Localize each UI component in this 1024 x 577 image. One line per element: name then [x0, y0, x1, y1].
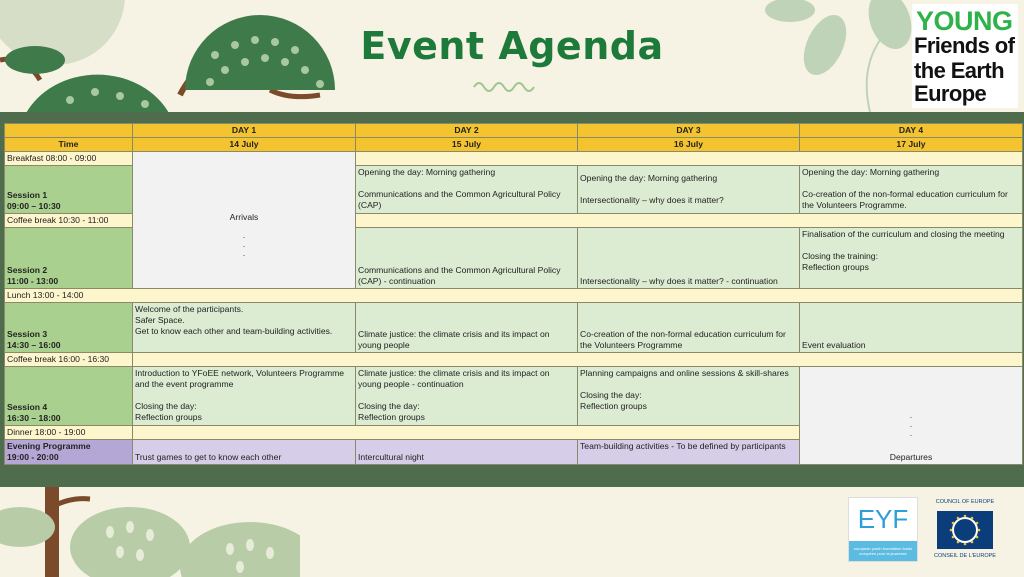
day2-session2: Communications and the Common Agricultural Policy (CAP) - continuation	[356, 228, 578, 289]
time-header-top	[5, 124, 133, 138]
time-header: Time	[5, 138, 133, 152]
day-header: DAY 1	[133, 124, 356, 138]
eyf-logo-subtitle: european youth foundation fonds européen pour la jeunesse	[853, 546, 913, 556]
day3-session4: Planning campaigns and online sessions & skill-shares Closing the day: Reflection groups	[578, 367, 800, 426]
day4-session1: Opening the day: Morning gathering Co-creation of the non-formal education curriculum for the Volunteers Programme.	[800, 166, 1023, 214]
break-coffee-2: Coffee break 16:00 - 16:30	[5, 353, 133, 367]
council-of-europe-logo	[933, 499, 997, 563]
day1-session4: Introduction to YFoEE network, Volunteers Programme and the event programme Closing the day: Reflection groups	[133, 367, 356, 426]
break-coffee-1-fill	[356, 214, 1023, 228]
session-3-label: Session 3 14:30 – 16:00	[5, 303, 133, 353]
squiggle-ornament	[472, 80, 552, 94]
logo-line-4: Europe	[914, 81, 987, 106]
day3-evening: Team-building activities - To be defined by participants	[578, 440, 800, 465]
session-4-label: Session 4 16:30 – 18:00	[5, 367, 133, 426]
eyf-logo	[848, 497, 918, 562]
break-dinner-fill	[133, 426, 800, 440]
coe-emblem	[937, 511, 993, 549]
day2-session4: Climate justice: the climate crisis and its impact on young people - continuation Closing the day: Reflection groups	[356, 367, 578, 426]
logo-line-1: YOUNG	[916, 6, 1013, 36]
coe-top-text: COUNCIL OF EUROPE	[935, 499, 995, 505]
date-header: 16 July	[578, 138, 800, 152]
evening-programme-label: Evening Programme 19:00 - 20:00	[5, 440, 133, 465]
departures-label: Departures	[889, 452, 933, 462]
day4-session2: Finalisation of the curriculum and closing the meeting Closing the training: Reflection groups	[800, 228, 1023, 289]
day1-evening: Trust games to get to know each other	[133, 440, 356, 465]
date-header: 17 July	[800, 138, 1023, 152]
date-header: 15 July	[356, 138, 578, 152]
break-coffee-2-fill	[133, 353, 1023, 367]
young-friends-of-the-earth-logo	[912, 4, 1018, 108]
day-header: DAY 4	[800, 124, 1023, 138]
break-coffee-1: Coffee break 10:30 - 11:00	[5, 214, 133, 228]
trees-bottom-left-illustration	[0, 487, 300, 577]
agenda-table	[4, 123, 1023, 465]
day2-evening: Intercultural night	[356, 440, 578, 465]
logo-line-3: the Earth	[914, 58, 1004, 83]
break-breakfast: Breakfast 08:00 - 09:00	[5, 152, 133, 166]
day1-arrivals-cell: Arrivals . . .	[133, 152, 356, 289]
break-dinner: Dinner 18:00 - 19:00	[5, 426, 133, 440]
day3-session1: Opening the day: Morning gathering Intersectionality – why does it matter?	[578, 166, 800, 214]
eyf-logo-band	[849, 541, 917, 561]
day3-session3: Co-creation of the non-formal education curriculum for the Volunteers Programme	[578, 303, 800, 353]
arrivals-label: Arrivals	[229, 211, 259, 222]
date-header: 14 July	[133, 138, 356, 152]
break-breakfast-fill	[356, 152, 1023, 166]
day3-session2: Intersectionality – why does it matter? - continuation	[578, 228, 800, 289]
session-1-label: Session 1 09:00 – 10:30	[5, 166, 133, 214]
day4-session3: Event evaluation	[800, 303, 1023, 353]
eyf-logo-text: EYF	[857, 504, 909, 534]
day4-departures-cell: . . . Departures	[800, 367, 1023, 465]
day-header: DAY 2	[356, 124, 578, 138]
day-header: DAY 3	[578, 124, 800, 138]
logo-line-2: Friends of	[914, 33, 1015, 58]
day1-session3: Welcome of the participants. Safer Space. Get to know each other and team-building activities.	[133, 303, 356, 353]
coe-bottom-text: CONSEIL DE L'EUROPE	[934, 553, 996, 559]
day2-session1: Opening the day: Morning gathering Communications and the Common Agricultural Policy (CAP)	[356, 166, 578, 214]
break-lunch: Lunch 13:00 - 14:00	[5, 289, 1023, 303]
page-title: Event Agenda	[360, 24, 664, 68]
session-2-label: Session 2 11:00 - 13:00	[5, 228, 133, 289]
day2-session3: Climate justice: the climate crisis and its impact on young people	[356, 303, 578, 353]
